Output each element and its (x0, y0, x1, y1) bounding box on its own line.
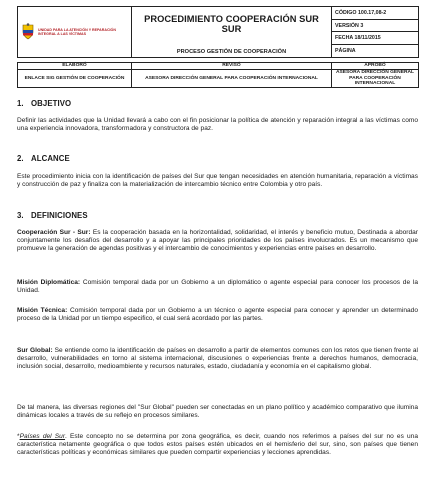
document-header-table (17, 6, 419, 58)
title-cell (132, 7, 332, 58)
approval-header-aprobo: APROBÓ (332, 63, 419, 70)
objetivo-text: Definir las actividades que la Unidad llevará a cabo con el fin posicionar la política de atención y reparación integral a las víctimas como una experiencia innovadora, transformadora y constructora de paz. (17, 117, 418, 133)
approval-value-reviso: ASESORA DIRECCIÓN GENERAL PARA COOPERACIÓN INTERNACIONAL (132, 70, 332, 88)
document-title: PROCEDIMIENTO COOPERACIÓN SUR SUR (144, 13, 319, 34)
definition-sur-global: Sur Global: Se entiende como la identificación de países en desarrollo a partir de elementos comunes con los retos que tienen frente al desarrollo, vulnerabilidades en torno al sistema internacional, discusiones o experiencias frente a derechos humanos, democracia, inclusión social, desarrollo, medioambiente y recursos naturales, estado, ciudadanía y economía en el capitalismo global. (17, 347, 418, 371)
definition-paises-del-sur: *Países del Sur. Este concepto no se determina por zona geográfica, es decir, cuando nos referimos a países del sur no es una característica netamente geográfica o que todos estos países estén ubicados en el hemisferio del sur, sino, son países que tienen características políticas y económicas similares que pueden compartir experiencias y lecciones aprendidas. (17, 433, 418, 457)
org-name: UNIDAD PARA LA ATENCIÓN Y REPARACIÓN INTEGRAL A LAS VÍCTIMAS (38, 27, 116, 36)
approval-value-elaboro: ENLACE SIG GESTIÓN DE COOPERACIÓN (18, 70, 132, 88)
meta-cell (332, 7, 419, 58)
section-heading-definiciones: 3. DEFINICIONES (17, 211, 88, 220)
approval-table (17, 62, 419, 88)
doc-date: FECHA 18/11/2015 (332, 32, 418, 45)
process-subtitle: PROCESO GESTIÓN DE COOPERACIÓN (176, 48, 287, 55)
approval-header-elaboro: ELABORÓ (18, 63, 132, 70)
alcance-text: Este procedimiento inicia con la identificación de países del Sur que tengan necesidades en atención humanitaria, reparación a víctimas y construcción de paz y finaliza con la materialización de intercambio técnico entre Colombia y otro país. (17, 173, 418, 189)
section-heading-alcance: 2. ALCANCE (17, 154, 70, 163)
doc-version: VERSIÓN 3 (332, 20, 418, 33)
doc-code: CÓDIGO 100.17,08-2 (332, 7, 418, 20)
definition-mision-diplomatica: Misión Diplomática: Comisión temporal dada por un Gobierno a un diplomático o agente especial para conocer los procesos de la Unidad. (17, 279, 418, 295)
definition-cooperacion-sur-sur: Cooperación Sur - Sur: Es la cooperación basada en la horizontalidad, solidaridad, el interés y beneficio mutuo, Destinada a abordar conjuntamente los desafíos del desarrollo y a apoyar las principales prioridades de los países involucrados. Es un mecanismo que promueve la generación de agendas positivas y el intercambio de conocimientos y experiencias entre países en desarrollo. (17, 229, 418, 253)
section-heading-objetivo: 1. OBJETIVO (17, 99, 72, 108)
approval-header-reviso: REVISÓ (132, 63, 332, 70)
approval-value-aprobo: ASESORA DIRECCIÓN GENERAL PARA COOPERACIÓN INTERNACIONAL (332, 70, 419, 88)
doc-page: PÁGINA (335, 47, 356, 54)
coat-of-arms-icon (21, 23, 35, 41)
logo-cell (18, 7, 132, 58)
definition-mision-tecnica: Misión Técnica: Comisión temporal dada por un Gobierno a un técnico o agente especial para conocer y aprender un determinado proceso de la Unidad por un tiempo especifico, el cual será acordado por las partes. (17, 307, 418, 323)
sur-global-extra-paragraph: De tal manera, las diversas regiones del "Sur Global" pueden ser conectadas en un plano político y académico comparativo que ilumina dinámicas locales a través de su reflejo en procesos similares. (17, 404, 418, 420)
